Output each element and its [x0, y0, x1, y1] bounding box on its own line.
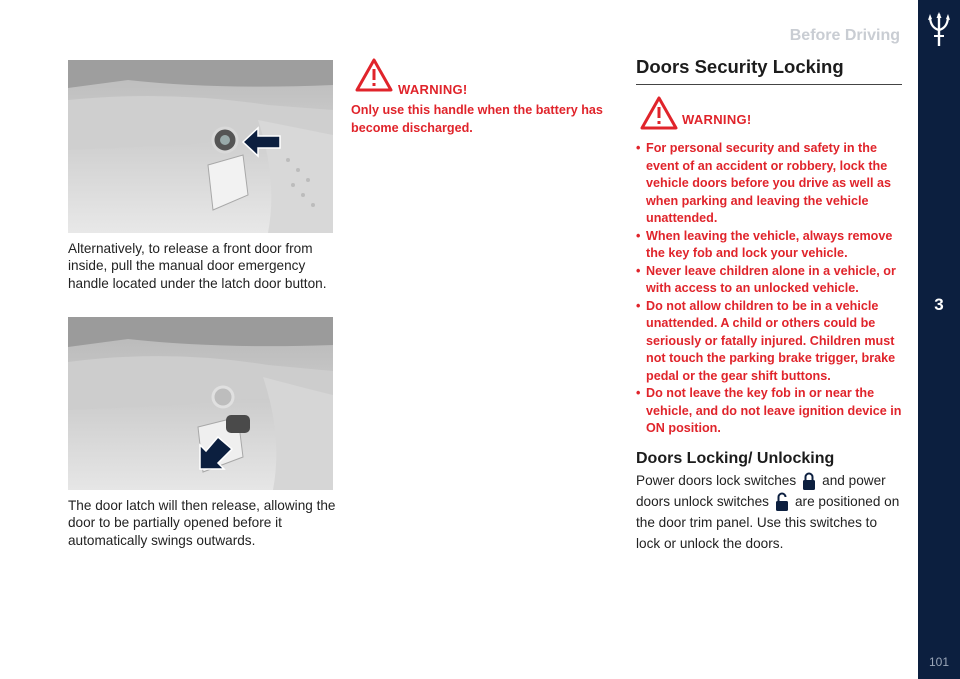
- section-title: Doors Security Locking: [636, 56, 902, 85]
- chapter-number: 3: [934, 295, 944, 314]
- text-part: are positioned on the door trim panel. Use this switches to lock or unlock the doors.: [636, 493, 900, 552]
- subsection-title: Doors Locking/ Unlocking: [636, 449, 835, 467]
- warning-triangle-icon: [355, 58, 393, 92]
- battery-warning: [351, 82, 611, 137]
- list-item: • For personal security and safety in the event of an accident or robbery, lock the vehicle doors before you drive as well as when parking and leaving the vehicle unattended.: [636, 140, 902, 228]
- locking-paragraph: [636, 470, 902, 555]
- list-item: • Never leave children alone in a vehicle, or with access to an unlocked vehicle.: [636, 263, 902, 298]
- lock-closed-icon: [802, 471, 816, 491]
- chapter-sidebar: [918, 0, 960, 679]
- section-header: Before Driving: [789, 27, 900, 44]
- warning-triangle-icon: [640, 96, 678, 130]
- trident-logo: [927, 12, 951, 48]
- emergency-handle-photo: [68, 317, 333, 490]
- list-item: • When leaving the vehicle, always remove the key fob and lock your vehicle.: [636, 228, 902, 263]
- warning-label: WARNING!: [398, 82, 468, 97]
- lock-open-icon: [775, 492, 789, 512]
- warning-label: WARNING!: [682, 112, 752, 127]
- paragraph-door-release: The door latch will then release, allowing the door to be partially opened before it automatically swings outwards.: [68, 498, 336, 548]
- page-number: 101: [928, 655, 950, 669]
- doors-security-section: [636, 56, 902, 554]
- door-latch-button-photo: [68, 60, 333, 233]
- list-item: • Do not allow children to be in a vehicle unattended. A child or others could be seriously or fatally injured. Children must not touch the parking brake trigger, brake pedal or the gear shift buttons.: [636, 298, 902, 386]
- paragraph-emergency-handle: Alternatively, to release a front door from inside, pull the manual door emergency handle located under the latch door button.: [68, 241, 327, 291]
- text-part: and power doors unlock switches: [636, 472, 886, 509]
- warning-text: Only use this handle when the battery has become discharged.: [351, 103, 603, 135]
- list-item: • Do not leave the key fob in or near the vehicle, and do not leave ignition device in ON position.: [636, 385, 902, 438]
- warning-list: [636, 140, 902, 438]
- text-part: Power doors lock switches: [636, 472, 797, 488]
